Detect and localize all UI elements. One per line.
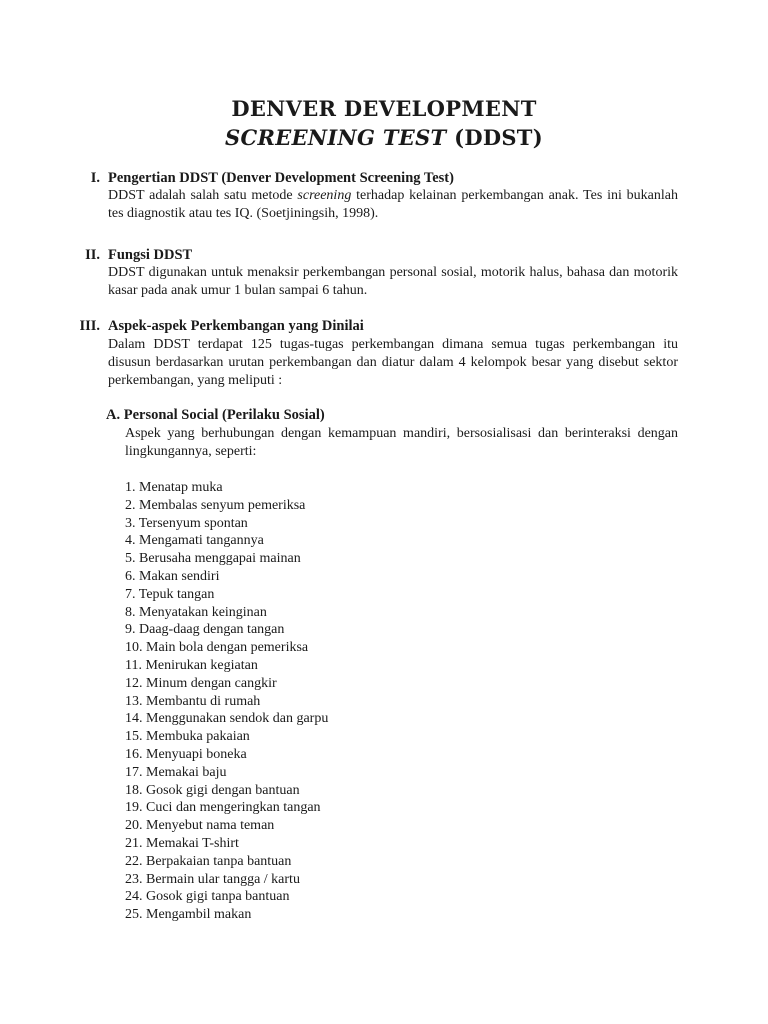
list-item: 9. Daag-daag dengan tangan xyxy=(125,622,285,638)
list-item: 7. Tepuk tangan xyxy=(125,586,215,602)
list-item: 12. Minum dengan cangkir xyxy=(125,675,277,691)
section-1-paragraph xyxy=(108,187,678,223)
section-2-heading: Fungsi DDST xyxy=(108,247,193,263)
list-item: 10. Main bola dengan pemeriksa xyxy=(125,640,309,656)
list-item: 15. Membuka pakaian xyxy=(125,729,250,745)
section-2-number: II. xyxy=(85,247,100,263)
document-title-line-2 xyxy=(0,124,768,152)
list-item: 21. Memakai T-shirt xyxy=(125,835,239,851)
list-item: 16. Menyuapi boneka xyxy=(125,746,247,762)
section-3-heading: Aspek-aspek Perkembangan yang Dinilai xyxy=(108,318,364,334)
list-item: 5. Berusaha menggapai mainan xyxy=(125,551,301,567)
title-rest-part: (DDST) xyxy=(446,125,543,150)
list-item: 24. Gosok gigi tanpa bantuan xyxy=(125,889,290,905)
list-item: 13. Membantu di rumah xyxy=(125,693,261,709)
section-1-heading: Pengertian DDST (Denver Development Screening Test) xyxy=(108,170,454,186)
list-item: 19. Cuci dan mengeringkan tangan xyxy=(125,800,321,816)
list-item: 20. Menyebut nama teman xyxy=(125,818,275,834)
list-item: 23. Bermain ular tangga / kartu xyxy=(125,871,300,887)
section-2-paragraph: DDST digunakan untuk menaksir perkembangan personal sosial, motorik halus, bahasa dan motorik kasar pada anak umur 1 bulan sampai 6 tahun. xyxy=(108,265,678,298)
list-item: 3. Tersenyum spontan xyxy=(125,515,248,531)
title-italic-part: SCREENING TEST xyxy=(225,125,447,150)
subsection-a-heading: A. Personal Social (Perilaku Sosial) xyxy=(106,407,325,423)
section-1-text-a: DDST adalah salah satu metode xyxy=(108,188,298,203)
section-1-text-italic: screening xyxy=(297,188,352,203)
list-item: 8. Menyatakan keinginan xyxy=(125,604,267,620)
list-item: 18. Gosok gigi dengan bantuan xyxy=(125,782,300,798)
list-item: 4. Mengamati tangannya xyxy=(125,533,264,549)
section-1-text-b: terhadap kelainan perkembangan anak. Tes ini bukanlah tes diagnostik atau tes IQ. (Soetjiningsih, 1998). xyxy=(108,188,678,221)
list-item: 1. Menatap muka xyxy=(125,480,223,495)
list-item: 11. Menirukan kegiatan xyxy=(125,657,258,673)
section-3-number: III. xyxy=(79,318,100,334)
section-1-number: I. xyxy=(90,170,100,186)
list-item: 22. Berpakaian tanpa bantuan xyxy=(125,853,292,869)
list-item: 6. Makan sendiri xyxy=(125,568,220,584)
subsection-a-paragraph: Aspek yang berhubungan dengan kemampuan mandiri, bersosialisasi dan berinteraksi dengan lingkungannya, seperti: xyxy=(125,426,678,459)
list-item: 17. Memakai baju xyxy=(125,764,227,780)
list-item: 2. Membalas senyum pemeriksa xyxy=(125,497,306,513)
list-item: 14. Menggunakan sendok dan garpu xyxy=(125,711,329,727)
document-title-line-1: DENVER DEVELOPMENT xyxy=(231,96,537,121)
list-item: 25. Mengambil makan xyxy=(125,907,252,923)
personal-social-task-list xyxy=(125,479,328,924)
section-3-paragraph: Dalam DDST terdapat 125 tugas-tugas perkembangan dimana semua tugas perkembangan itu disusun berdasarkan urutan perkembangan dan diatur dalam 4 kelompok besar yang disebut sektor perkembangan, yang meliputi : xyxy=(108,337,678,388)
